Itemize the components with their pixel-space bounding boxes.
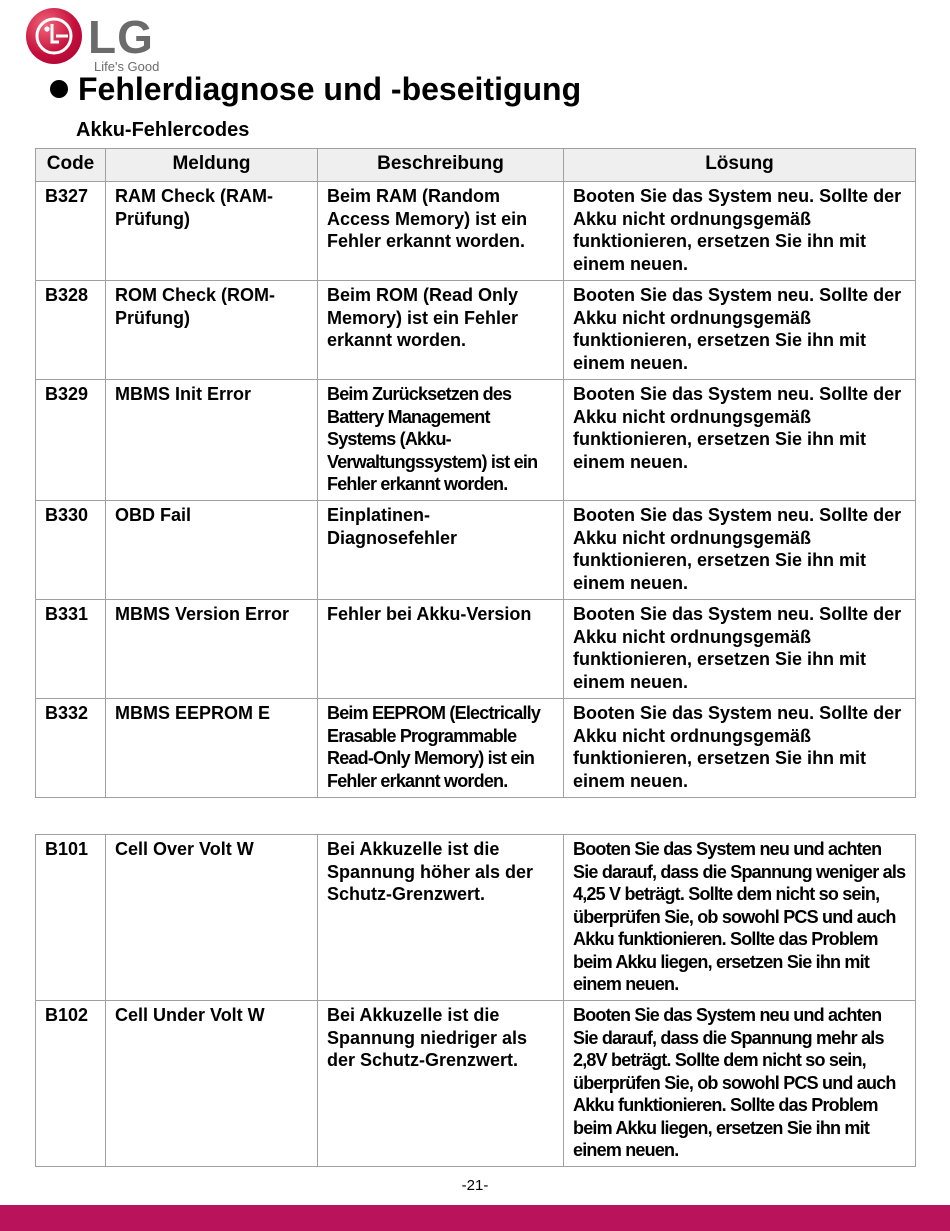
cell-description: Beim RAM (Random Access Memory) ist ein Fehler erkannt worden. xyxy=(318,182,564,281)
cell-voltage-table xyxy=(35,834,916,1167)
cell-solution: Booten Sie das System neu. Sollte der Akku nicht ordnungsgemäß funktionieren, ersetzen Sie ihn mit einem neuen. xyxy=(564,600,916,699)
cell-code: B328 xyxy=(36,281,106,380)
page-title xyxy=(50,70,581,108)
table-row xyxy=(36,835,916,1001)
cell-description: Beim EEPROM (Electrically Erasable Programmable Read-Only Memory) ist ein Fehler erkannt worden. xyxy=(318,699,564,798)
table-row xyxy=(36,1001,916,1167)
cell-code: B332 xyxy=(36,699,106,798)
cell-solution: Booten Sie das System neu und achten Sie darauf, dass die Spannung weniger als 4,25 V beträgt. Sollte dem nicht so sein, überprüfen Sie, ob sowohl PCS und auch Akku funktionieren. Sollte das Problem beim Akku liegen, ersetzen Sie ihn mit einem neuen. xyxy=(564,835,916,1001)
header-code: Code xyxy=(36,149,106,182)
error-code-table xyxy=(35,148,916,798)
cell-code: B102 xyxy=(36,1001,106,1167)
cell-code: B331 xyxy=(36,600,106,699)
table-row xyxy=(36,281,916,380)
cell-description: Bei Akkuzelle ist die Spannung höher als der Schutz-Grenzwert. xyxy=(318,835,564,1001)
lg-logo-icon xyxy=(26,8,82,64)
lg-logo xyxy=(26,8,166,74)
cell-description: Beim Zurücksetzen des Battery Management Systems (Akku-Verwaltungssystem) ist ein Fehler erkannt worden. xyxy=(318,380,564,501)
bullet-icon xyxy=(50,80,68,98)
logo-tagline: Life's Good xyxy=(94,59,160,74)
cell-solution: Booten Sie das System neu. Sollte der Akku nicht ordnungsgemäß funktionieren, ersetzen Sie ihn mit einem neuen. xyxy=(564,182,916,281)
cell-code: B327 xyxy=(36,182,106,281)
page-number: -21- xyxy=(461,1177,489,1194)
cell-message: RAM Check (RAM-Prüfung) xyxy=(106,182,318,281)
table-row xyxy=(36,501,916,600)
cell-description: Bei Akkuzelle ist die Spannung niedriger als der Schutz-Grenzwert. xyxy=(318,1001,564,1167)
header-description: Beschreibung xyxy=(318,149,564,182)
cell-description: Einplatinen-Diagnosefehler xyxy=(318,501,564,600)
cell-message: OBD Fail xyxy=(106,501,318,600)
cell-solution: Booten Sie das System neu. Sollte der Akku nicht ordnungsgemäß funktionieren, ersetzen Sie ihn mit einem neuen. xyxy=(564,281,916,380)
cell-solution: Booten Sie das System neu. Sollte der Akku nicht ordnungsgemäß funktionieren, ersetzen Sie ihn mit einem neuen. xyxy=(564,501,916,600)
cell-message: ROM Check (ROM-Prüfung) xyxy=(106,281,318,380)
table-row xyxy=(36,699,916,798)
table-header-row xyxy=(36,149,916,182)
cell-solution: Booten Sie das System neu und achten Sie darauf, dass die Spannung mehr als 2,8V beträgt. Sollte dem nicht so sein, überprüfen Sie, ob sowohl PCS und auch Akku funktionieren. Sollte das Problem beim Akku liegen, ersetzen Sie ihn mit einem neuen. xyxy=(564,1001,916,1167)
page-title-text: Fehlerdiagnose und -beseitigung xyxy=(78,71,582,107)
cell-code: B329 xyxy=(36,380,106,501)
footer-bar xyxy=(0,1205,950,1231)
cell-description: Fehler bei Akku-Version xyxy=(318,600,564,699)
cell-message: MBMS Version Error xyxy=(106,600,318,699)
cell-message: Cell Under Volt W xyxy=(106,1001,318,1167)
cell-message: MBMS EEPROM E xyxy=(106,699,318,798)
cell-message: Cell Over Volt W xyxy=(106,835,318,1001)
logo-wordmark: LG xyxy=(88,11,154,63)
cell-message: MBMS Init Error xyxy=(106,380,318,501)
cell-solution: Booten Sie das System neu. Sollte der Akku nicht ordnungsgemäß funktionieren, ersetzen Sie ihn mit einem neuen. xyxy=(564,380,916,501)
cell-code: B330 xyxy=(36,501,106,600)
header-message: Meldung xyxy=(106,149,318,182)
table-row xyxy=(36,380,916,501)
cell-description: Beim ROM (Read Only Memory) ist ein Fehler erkannt worden. xyxy=(318,281,564,380)
cell-solution: Booten Sie das System neu. Sollte der Akku nicht ordnungsgemäß funktionieren, ersetzen Sie ihn mit einem neuen. xyxy=(564,699,916,798)
table-row xyxy=(36,600,916,699)
cell-code: B101 xyxy=(36,835,106,1001)
section-subtitle: Akku-Fehlercodes xyxy=(76,119,250,141)
table-row xyxy=(36,182,916,281)
header-solution: Lösung xyxy=(564,149,916,182)
